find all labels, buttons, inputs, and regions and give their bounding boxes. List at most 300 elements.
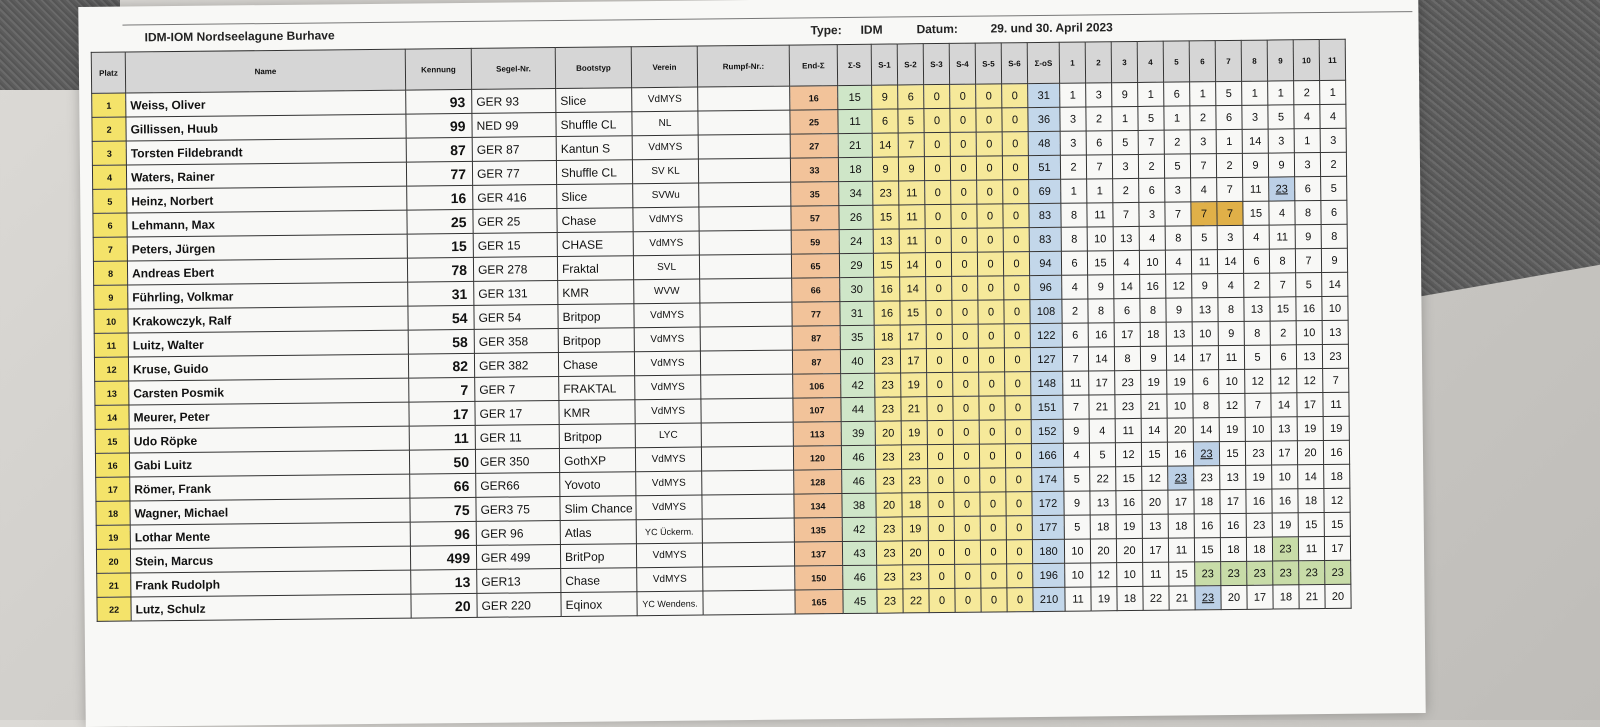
race-result-cell: 8 xyxy=(1061,203,1087,227)
club-cell: YC Wendens. xyxy=(637,591,703,616)
sail-number-cell: GER 77 xyxy=(472,161,556,186)
race-result-cell: 3 xyxy=(1139,202,1165,226)
race-result-cell: 5 xyxy=(1089,443,1115,467)
s-cell: 0 xyxy=(979,444,1005,468)
s-cell: 15 xyxy=(873,205,899,229)
race-result-cell: 9 xyxy=(1242,153,1268,177)
column-header: End-Σ xyxy=(789,45,837,87)
race-result-cell: 17 xyxy=(1297,393,1323,417)
race-result-cell: 5 xyxy=(1216,81,1242,105)
name-cell: Wagner, Michael xyxy=(130,498,410,525)
race-result-cell: 15 xyxy=(1298,513,1324,537)
race-result-cell: 4 xyxy=(1062,275,1088,299)
race-result-cell: 2 xyxy=(1294,81,1320,105)
sigma-os-cell: 31 xyxy=(1028,83,1060,107)
s-cell: 0 xyxy=(976,132,1002,156)
race-result-cell: 5 xyxy=(1064,467,1090,491)
race-result-cell: 8 xyxy=(1088,299,1114,323)
club-cell: VdMYS xyxy=(633,231,699,256)
race-result-cell: 17 xyxy=(1247,585,1273,609)
s-cell: 17 xyxy=(900,349,926,373)
race-result-cell: 22 xyxy=(1143,586,1169,610)
s-cell: 0 xyxy=(951,228,977,252)
s-cell: 15 xyxy=(873,253,899,277)
place-cell: 22 xyxy=(97,597,131,621)
race-result-cell: 15 xyxy=(1194,538,1220,562)
sigma-s-cell: 34 xyxy=(839,181,873,205)
race-result-cell: 2 xyxy=(1190,106,1216,130)
race-result-cell: 3 xyxy=(1268,129,1294,153)
s-cell: 0 xyxy=(1004,300,1030,324)
s-cell: 0 xyxy=(924,132,950,156)
race-result-cell: 1 xyxy=(1320,80,1346,104)
place-cell: 13 xyxy=(95,381,129,405)
s-cell: 0 xyxy=(978,324,1004,348)
s-cell: 6 xyxy=(872,109,898,133)
name-cell: Krakowczyk, Ralf xyxy=(128,306,408,333)
s-cell: 23 xyxy=(875,397,901,421)
sigma-s-cell: 35 xyxy=(840,325,874,349)
header-rule xyxy=(122,11,1412,26)
race-result-cell: 10 xyxy=(1272,465,1298,489)
race-result-cell: 11 xyxy=(1298,537,1324,561)
s-cell: 0 xyxy=(927,396,953,420)
sigma-s-cell: 15 xyxy=(838,85,872,109)
s-cell: 0 xyxy=(925,204,951,228)
sail-number-cell: GER66 xyxy=(476,473,560,498)
race-result-cell: 6 xyxy=(1193,370,1219,394)
race-result-cell: 19 xyxy=(1091,587,1117,611)
race-result-cell: 6 xyxy=(1243,249,1269,273)
race-result-cell: 2 xyxy=(1244,273,1270,297)
column-header: Platz xyxy=(91,52,125,93)
s-cell: 0 xyxy=(1003,204,1029,228)
race-result-cell: 16 xyxy=(1194,514,1220,538)
race-result-cell: 17 xyxy=(1114,322,1140,346)
race-result-cell: 13 xyxy=(1113,226,1139,250)
place-cell: 12 xyxy=(94,357,128,381)
boat-type-cell: Britpop xyxy=(559,424,635,449)
hull-number-cell xyxy=(702,494,794,519)
club-cell: YC Ückerm. xyxy=(636,519,702,544)
race-result-cell: 9 xyxy=(1192,274,1218,298)
race-result-cell: 17 xyxy=(1168,490,1194,514)
s-cell: 0 xyxy=(928,468,954,492)
race-result-cell: 13 xyxy=(1142,514,1168,538)
race-result-cell: 11 xyxy=(1063,371,1089,395)
kennung-cell: 93 xyxy=(406,89,472,114)
hull-number-cell xyxy=(700,350,792,375)
race-result-cell: 15 xyxy=(1169,562,1195,586)
hull-number-cell xyxy=(699,182,791,207)
race-result-cell: 6 xyxy=(1164,82,1190,106)
race-result-cell: 7 xyxy=(1086,155,1112,179)
race-result-cell: 8 xyxy=(1218,297,1244,321)
sigma-os-cell: 172 xyxy=(1032,491,1064,515)
s-cell: 0 xyxy=(977,252,1003,276)
background-carpet-right xyxy=(1400,0,1600,300)
race-result-cell: 14 xyxy=(1114,274,1140,298)
results-sheet xyxy=(78,0,1425,727)
boat-type-cell: Britpop xyxy=(558,328,634,353)
s-cell: 0 xyxy=(1007,564,1033,588)
s-cell: 0 xyxy=(1004,348,1030,372)
club-cell: NL xyxy=(632,111,698,136)
kennung-cell: 15 xyxy=(407,233,473,258)
name-cell: Führling, Volkmar xyxy=(128,282,408,309)
s-cell: 0 xyxy=(955,588,981,612)
race-result-cell: 20 xyxy=(1090,539,1116,563)
hull-number-cell xyxy=(698,158,790,183)
name-cell: Meurer, Peter xyxy=(129,402,409,429)
race-result-cell: 2 xyxy=(1113,178,1139,202)
race-result-cell: 8 xyxy=(1140,298,1166,322)
race-result-cell: 13 xyxy=(1296,345,1322,369)
s-cell: 0 xyxy=(952,324,978,348)
place-cell: 20 xyxy=(96,549,130,573)
club-cell: VdMYS xyxy=(637,567,703,592)
race-result-cell: 5 xyxy=(1191,226,1217,250)
sigma-s-cell: 11 xyxy=(838,109,872,133)
sail-number-cell: GER 131 xyxy=(474,281,558,306)
place-cell: 11 xyxy=(94,333,128,357)
sigma-s-cell: 21 xyxy=(838,133,872,157)
sail-number-cell: GER 7 xyxy=(475,377,559,402)
boat-type-cell: Kantun S xyxy=(556,136,632,161)
hull-number-cell xyxy=(701,374,793,399)
s-cell: 11 xyxy=(899,181,925,205)
place-cell: 19 xyxy=(96,525,130,549)
race-result-cell: 14 xyxy=(1217,249,1243,273)
sigma-s-cell: 26 xyxy=(839,205,873,229)
race-result-cell: 23 xyxy=(1272,537,1298,561)
race-result-cell: 21 xyxy=(1299,585,1325,609)
sail-number-cell: GER 278 xyxy=(473,257,557,282)
type-label: Type: xyxy=(810,23,842,38)
s-cell: 0 xyxy=(977,180,1003,204)
s-cell: 0 xyxy=(926,348,952,372)
race-result-cell: 6 xyxy=(1086,131,1112,155)
race-result-cell: 20 xyxy=(1297,441,1323,465)
race-result-cell: 9 xyxy=(1166,298,1192,322)
end-total-cell: 66 xyxy=(792,278,840,303)
race-result-cell: 16 xyxy=(1272,489,1298,513)
s-cell: 21 xyxy=(901,397,927,421)
name-cell: Torsten Fildebrandt xyxy=(126,138,406,165)
hull-number-cell xyxy=(699,254,791,279)
s-cell: 23 xyxy=(901,445,927,469)
s-cell: 15 xyxy=(900,301,926,325)
race-result-cell: 16 xyxy=(1140,274,1166,298)
type-value: IDM xyxy=(860,22,883,37)
race-result-cell: 18 xyxy=(1194,490,1220,514)
race-result-cell: 10 xyxy=(1245,417,1271,441)
race-result-cell: 4 xyxy=(1294,105,1320,129)
end-total-cell: 77 xyxy=(792,302,840,327)
s-cell: 0 xyxy=(1002,156,1028,180)
s-cell: 0 xyxy=(1003,228,1029,252)
race-result-cell: 22 xyxy=(1090,467,1116,491)
s-cell: 0 xyxy=(950,108,976,132)
race-result-cell: 3 xyxy=(1320,128,1346,152)
name-cell: Peters, Jürgen xyxy=(127,234,407,261)
race-result-cell: 10 xyxy=(1117,562,1143,586)
sigma-os-cell: 196 xyxy=(1033,563,1065,587)
race-result-cell: 18 xyxy=(1090,515,1116,539)
s-cell: 0 xyxy=(954,516,980,540)
race-result-cell: 15 xyxy=(1219,441,1245,465)
hull-number-cell xyxy=(700,278,792,303)
race-result-cell: 14 xyxy=(1242,129,1268,153)
club-cell: VdMYS xyxy=(636,543,702,568)
s-cell: 0 xyxy=(977,228,1003,252)
race-result-cell: 6 xyxy=(1061,251,1087,275)
race-result-cell: 19 xyxy=(1246,465,1272,489)
race-result-cell: 23 xyxy=(1195,562,1221,586)
race-result-cell: 21 xyxy=(1169,586,1195,610)
race-result-cell: 23 xyxy=(1195,586,1221,610)
s-cell: 5 xyxy=(898,109,924,133)
s-cell: 0 xyxy=(976,84,1002,108)
sigma-s-cell: 46 xyxy=(842,469,876,493)
s-cell: 0 xyxy=(1003,252,1029,276)
boat-type-cell: Fraktal xyxy=(557,256,633,281)
name-cell: Carsten Posmik xyxy=(129,378,409,405)
race-result-cell: 13 xyxy=(1090,491,1116,515)
race-result-cell: 18 xyxy=(1117,586,1143,610)
race-result-cell: 18 xyxy=(1324,464,1350,488)
race-result-cell: 2 xyxy=(1164,130,1190,154)
race-result-cell: 7 xyxy=(1295,249,1321,273)
sigma-s-cell: 31 xyxy=(840,301,874,325)
s-cell: 11 xyxy=(899,205,925,229)
race-result-cell: 11 xyxy=(1087,203,1113,227)
kennung-cell: 16 xyxy=(407,185,473,210)
hull-number-cell xyxy=(702,518,794,543)
s-cell: 13 xyxy=(873,229,899,253)
s-cell: 0 xyxy=(952,300,978,324)
race-result-cell: 16 xyxy=(1246,489,1272,513)
end-total-cell: 107 xyxy=(793,398,841,423)
column-header: 3 xyxy=(1111,41,1137,82)
s-cell: 0 xyxy=(1006,468,1032,492)
race-result-cell: 12 xyxy=(1271,369,1297,393)
boat-type-cell: Chase xyxy=(561,568,637,593)
sigma-os-cell: 36 xyxy=(1028,107,1060,131)
sail-number-cell: GER 416 xyxy=(473,185,557,210)
race-result-cell: 8 xyxy=(1269,249,1295,273)
end-total-cell: 137 xyxy=(794,542,842,567)
race-result-cell: 8 xyxy=(1193,394,1219,418)
boat-type-cell: CHASE xyxy=(557,232,633,257)
race-result-cell: 4 xyxy=(1089,419,1115,443)
place-cell: 21 xyxy=(97,573,131,597)
race-result-cell: 18 xyxy=(1220,537,1246,561)
race-result-cell: 4 xyxy=(1139,226,1165,250)
kennung-cell: 25 xyxy=(407,209,473,234)
name-cell: Udo Röpke xyxy=(129,426,409,453)
club-cell: LYC xyxy=(635,423,701,448)
s-cell: 18 xyxy=(874,325,900,349)
s-cell: 20 xyxy=(902,541,928,565)
s-cell: 0 xyxy=(980,540,1006,564)
race-result-cell: 3 xyxy=(1242,105,1268,129)
race-result-cell: 21 xyxy=(1089,395,1115,419)
s-cell: 23 xyxy=(876,541,902,565)
race-result-cell: 2 xyxy=(1216,153,1242,177)
sigma-s-cell: 39 xyxy=(841,421,875,445)
s-cell: 0 xyxy=(1005,444,1031,468)
race-result-cell: 7 xyxy=(1138,130,1164,154)
race-result-cell: 10 xyxy=(1087,227,1113,251)
sail-number-cell: GER 358 xyxy=(474,329,558,354)
s-cell: 0 xyxy=(928,516,954,540)
place-cell: 18 xyxy=(96,501,130,525)
boat-type-cell: BritPop xyxy=(560,544,636,569)
place-cell: 5 xyxy=(93,189,127,213)
s-cell: 23 xyxy=(877,565,903,589)
s-cell: 19 xyxy=(901,421,927,445)
name-cell: Stein, Marcus xyxy=(130,546,410,573)
race-result-cell: 13 xyxy=(1192,298,1218,322)
s-cell: 16 xyxy=(874,277,900,301)
s-cell: 0 xyxy=(979,372,1005,396)
boat-type-cell: Shuffle CL xyxy=(556,112,632,137)
place-cell: 15 xyxy=(95,429,129,453)
hull-number-cell xyxy=(698,86,790,111)
race-result-cell: 11 xyxy=(1323,392,1349,416)
race-result-cell: 1 xyxy=(1190,82,1216,106)
column-header: 8 xyxy=(1241,40,1267,81)
name-cell: Luitz, Walter xyxy=(128,330,408,357)
race-result-cell: 6 xyxy=(1216,105,1242,129)
race-result-cell: 15 xyxy=(1116,466,1142,490)
sigma-os-cell: 83 xyxy=(1029,227,1061,251)
race-result-cell: 7 xyxy=(1270,273,1296,297)
race-result-cell: 9 xyxy=(1063,419,1089,443)
kennung-cell: 13 xyxy=(411,569,477,594)
column-header: 11 xyxy=(1319,39,1345,80)
name-cell: Andreas Ebert xyxy=(127,258,407,285)
race-result-cell: 14 xyxy=(1193,418,1219,442)
column-header: 1 xyxy=(1059,42,1085,83)
s-cell: 0 xyxy=(928,540,954,564)
hull-number-cell xyxy=(700,326,792,351)
sail-number-cell: GER 15 xyxy=(473,233,557,258)
race-result-cell: 10 xyxy=(1192,322,1218,346)
race-result-cell: 6 xyxy=(1114,298,1140,322)
sigma-os-cell: 94 xyxy=(1029,251,1061,275)
race-result-cell: 5 xyxy=(1164,154,1190,178)
s-cell: 14 xyxy=(900,277,926,301)
race-result-cell: 8 xyxy=(1114,346,1140,370)
name-cell: Lothar Mente xyxy=(130,522,410,549)
s-cell: 0 xyxy=(976,156,1002,180)
s-cell: 0 xyxy=(950,132,976,156)
race-result-cell: 5 xyxy=(1268,105,1294,129)
sigma-os-cell: 210 xyxy=(1033,587,1065,611)
race-result-cell: 16 xyxy=(1088,323,1114,347)
boat-type-cell: Yovoto xyxy=(560,472,636,497)
place-cell: 9 xyxy=(94,285,128,309)
race-result-cell: 11 xyxy=(1168,538,1194,562)
race-result-cell: 9 xyxy=(1218,321,1244,345)
s-cell: 14 xyxy=(872,133,898,157)
race-result-cell: 5 xyxy=(1112,130,1138,154)
race-result-cell: 1 xyxy=(1268,81,1294,105)
kennung-cell: 31 xyxy=(408,281,474,306)
s-cell: 0 xyxy=(1002,84,1028,108)
kennung-cell: 11 xyxy=(409,425,475,450)
race-result-cell: 20 xyxy=(1167,418,1193,442)
s-cell: 0 xyxy=(1004,276,1030,300)
race-result-cell: 1 xyxy=(1060,83,1086,107)
end-total-cell: 128 xyxy=(794,470,842,495)
sigma-os-cell: 174 xyxy=(1032,467,1064,491)
race-result-cell: 8 xyxy=(1165,226,1191,250)
s-cell: 23 xyxy=(874,349,900,373)
s-cell: 9 xyxy=(898,157,924,181)
s-cell: 0 xyxy=(924,156,950,180)
race-result-cell: 7 xyxy=(1217,201,1243,225)
race-result-cell: 20 xyxy=(1142,490,1168,514)
s-cell: 0 xyxy=(1006,516,1032,540)
race-result-cell: 18 xyxy=(1246,537,1272,561)
s-cell: 0 xyxy=(1002,108,1028,132)
race-result-cell: 1 xyxy=(1164,106,1190,130)
sail-number-cell: GER 25 xyxy=(473,209,557,234)
s-cell: 0 xyxy=(1007,588,1033,612)
race-result-cell: 3 xyxy=(1165,178,1191,202)
boat-type-cell: Chase xyxy=(557,208,633,233)
race-result-cell: 3 xyxy=(1060,107,1086,131)
column-header: Segel-Nr. xyxy=(471,48,555,90)
s-cell: 0 xyxy=(924,108,950,132)
race-result-cell: 10 xyxy=(1064,539,1090,563)
s-cell: 0 xyxy=(1002,132,1028,156)
race-result-cell: 3 xyxy=(1112,154,1138,178)
race-result-cell: 16 xyxy=(1116,490,1142,514)
hull-number-cell xyxy=(703,566,795,591)
column-header: Σ-S xyxy=(837,44,871,85)
s-cell: 0 xyxy=(927,444,953,468)
s-cell: 0 xyxy=(925,180,951,204)
s-cell: 0 xyxy=(1006,492,1032,516)
boat-type-cell: FRAKTAL xyxy=(559,376,635,401)
race-result-cell: 11 xyxy=(1191,250,1217,274)
race-result-cell: 4 xyxy=(1165,250,1191,274)
race-result-cell: 7 xyxy=(1165,202,1191,226)
end-total-cell: 150 xyxy=(795,566,843,591)
sail-number-cell: GER 54 xyxy=(474,305,558,330)
race-result-cell: 3 xyxy=(1217,225,1243,249)
place-cell: 8 xyxy=(93,261,127,285)
race-result-cell: 11 xyxy=(1218,345,1244,369)
sigma-s-cell: 38 xyxy=(842,493,876,517)
name-cell: Gabi Luitz xyxy=(129,450,409,477)
sigma-os-cell: 48 xyxy=(1028,131,1060,155)
race-result-cell: 4 xyxy=(1063,443,1089,467)
end-total-cell: 113 xyxy=(793,422,841,447)
s-cell: 0 xyxy=(928,492,954,516)
race-result-cell: 9 xyxy=(1112,82,1138,106)
race-result-cell: 6 xyxy=(1062,323,1088,347)
s-cell: 0 xyxy=(1005,420,1031,444)
race-result-cell: 13 xyxy=(1244,297,1270,321)
race-result-cell: 14 xyxy=(1271,393,1297,417)
sigma-s-cell: 42 xyxy=(841,373,875,397)
sail-number-cell: GER 11 xyxy=(475,425,559,450)
